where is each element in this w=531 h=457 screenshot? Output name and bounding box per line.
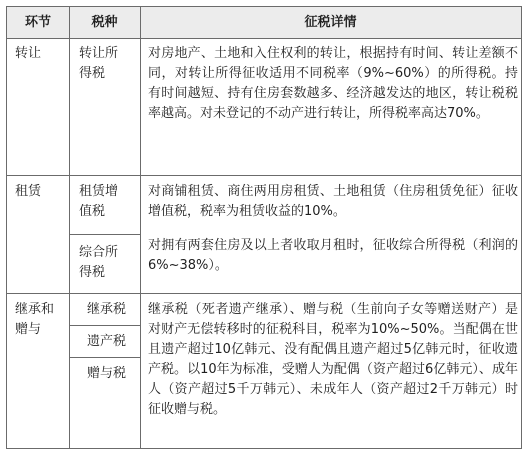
- header-stage: 环节: [7, 7, 69, 38]
- col-divider: [140, 7, 141, 448]
- stage-transfer: 转让: [15, 46, 42, 61]
- detail-rental-vat: 对商铺租赁、商住两用房租赁、土地租赁（住房租赁免征）征收增值税，税率为租赁收益的10%。: [148, 184, 518, 219]
- row-divider: [69, 234, 140, 235]
- tax-inheritance: 继承税: [87, 302, 127, 317]
- tax-table: [6, 6, 522, 449]
- row-divider: [7, 293, 521, 294]
- tax-transfer-income: 转让所 得税: [79, 46, 119, 81]
- row-divider: [7, 38, 521, 39]
- row-divider: [69, 325, 140, 326]
- col-divider: [69, 7, 70, 448]
- row-divider: [69, 357, 140, 358]
- detail-inheritance-gift: 继承税（死者遗产继承）、赠与税（生前向子女等赠送财产）是对财产无偿转移时的征税科目，税率为10%~50%。当配偶在世且遗产超过10亿韩元、没有配偶且遗产超过5亿韩元时，征收遗产税。以10年为标准，受赠人为配偶（资产超过6亿韩元）、成年人（资产超过5千万韩元）、未成年人（资产超过2千万韩元）时征收赠与税。: [148, 302, 518, 417]
- tax-rental-vat: 租赁增 值税: [79, 184, 119, 219]
- tax-comprehensive-income: 综合所 得税: [79, 245, 119, 280]
- detail-rental-income: 对拥有两套住房及以上者收取月租时，征收综合所得税（利润的6%~38%）。: [148, 238, 518, 273]
- detail-transfer: 对房地产、土地和入住权利的转让，根据持有时间、转让差额不同，对转让所得征收适用不同税率（9%~60%）的所得税。持有时间越短、持有住房套数越多、经济越发达的地区，转让税税率越高。对未登记的不动产进行转让，所得税率高达70%。: [148, 46, 518, 121]
- header-tax-type: 税种: [69, 7, 140, 38]
- tax-estate: 遗产税: [87, 334, 127, 349]
- stage-inheritance-gift: 继承和 赠与: [15, 302, 55, 337]
- tax-gift: 赠与税: [87, 366, 127, 381]
- header-tax-details: 征税详情: [140, 7, 521, 38]
- stage-rental: 租赁: [15, 184, 42, 199]
- row-divider: [7, 175, 521, 176]
